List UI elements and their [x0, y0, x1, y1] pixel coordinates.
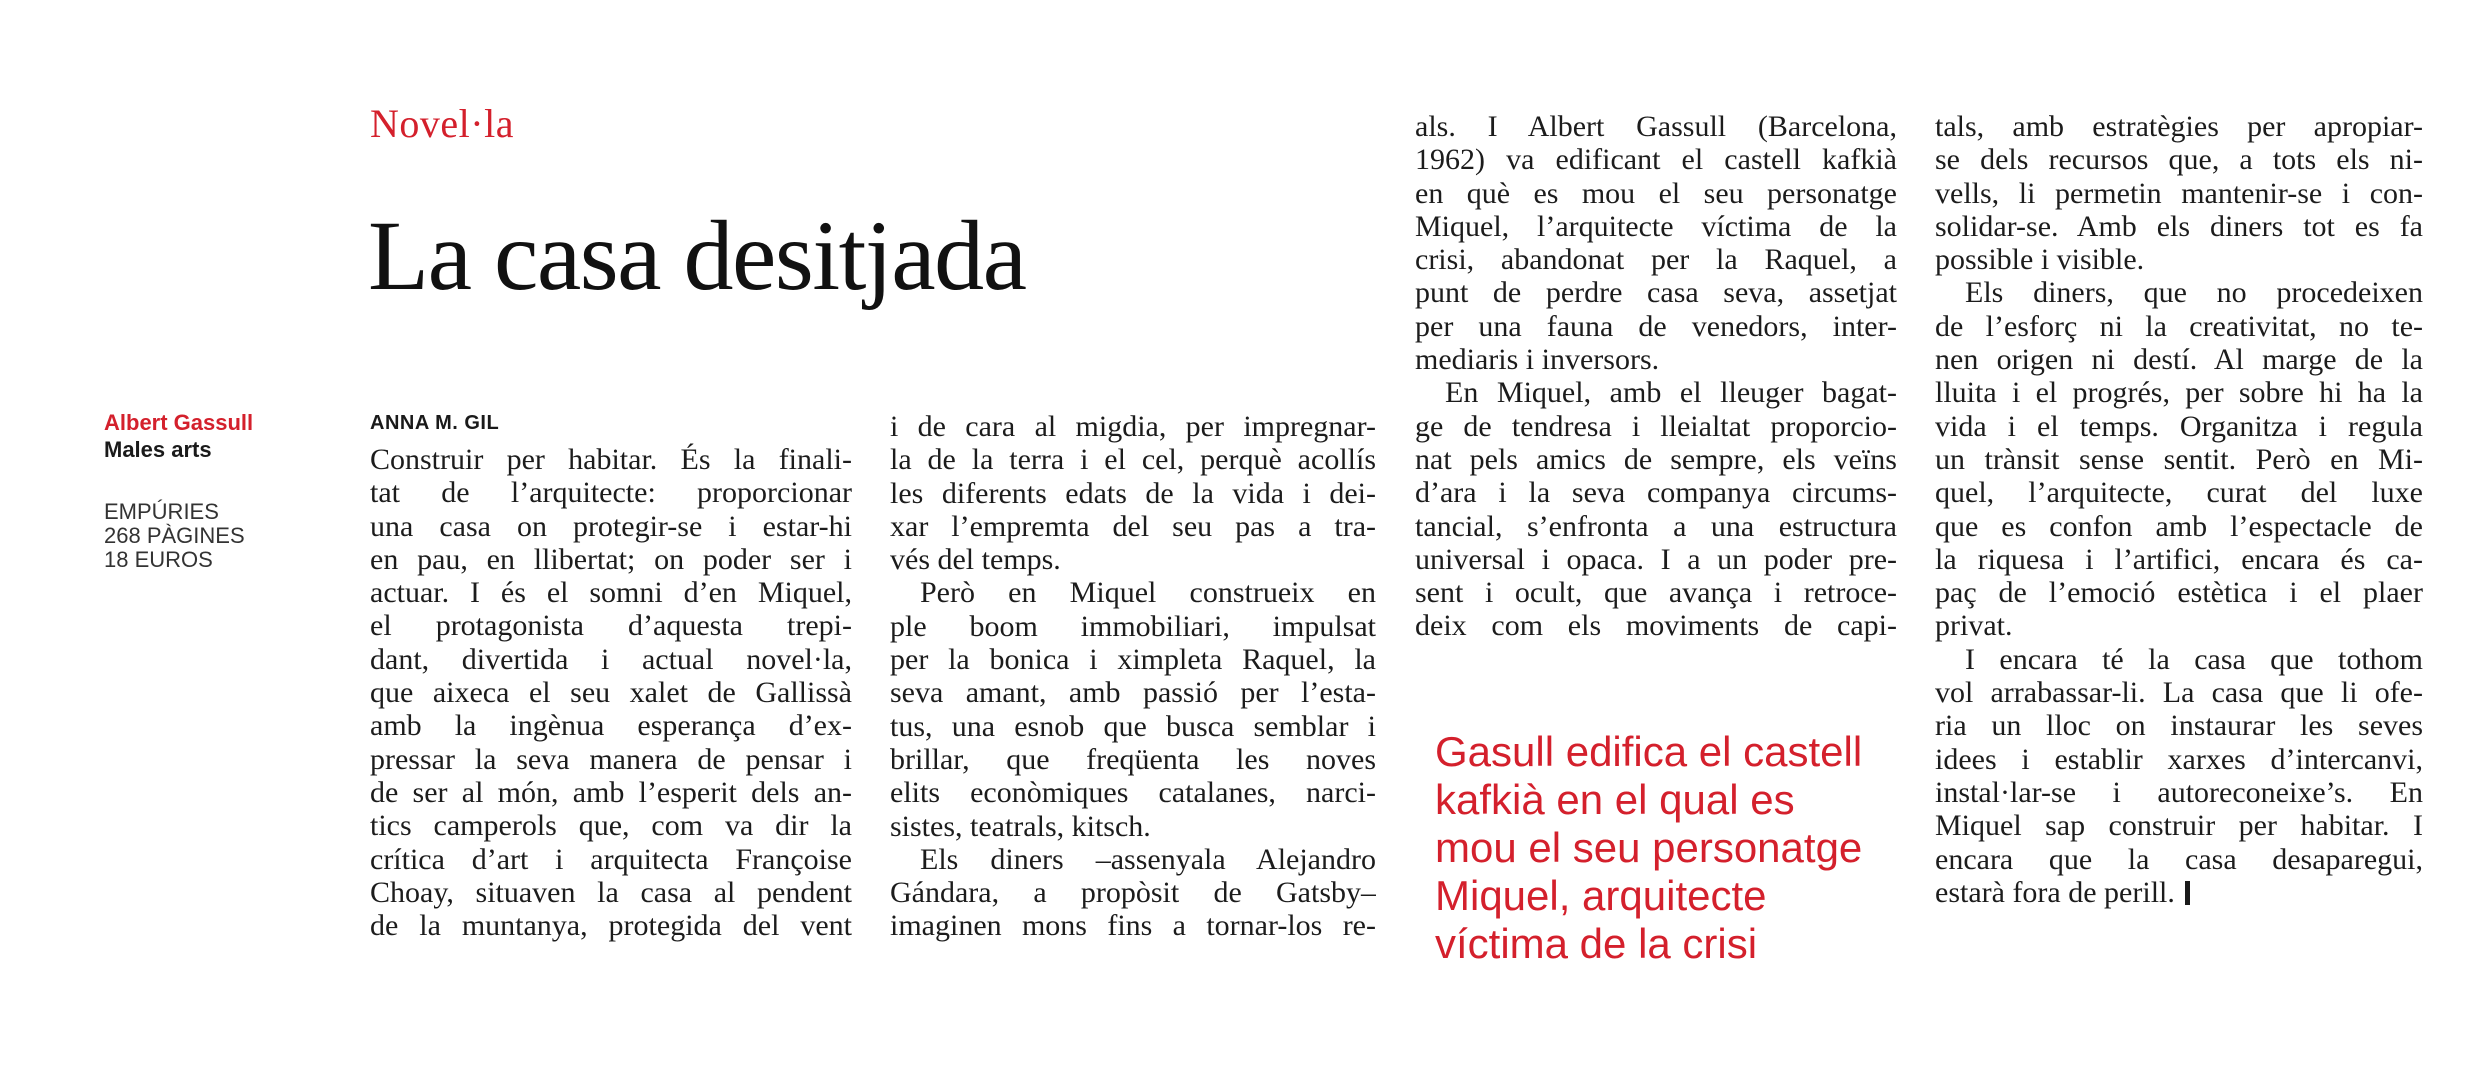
text-line: privat.: [1935, 609, 2013, 643]
text-line: vés del temps.: [890, 543, 1061, 577]
text-line: universal i opaca. I a un poder pre-: [1415, 542, 1897, 576]
end-mark-icon: [2185, 881, 2190, 905]
text-line: deix com els moviments de capi-: [1415, 609, 1897, 643]
text-line: Però en Miquel construeix en: [920, 576, 1376, 610]
byline: ANNA M. GIL: [370, 412, 500, 434]
text-line: Miquel, l’arquitecte víctima de la: [1415, 209, 1897, 243]
text-line: quel, l’arquitecte, curat del luxe: [1935, 476, 2423, 510]
text-line: la de la terra i el cel, perquè acollís: [890, 443, 1376, 477]
pull-quote-line: kafkià en el qual es: [1435, 776, 1795, 823]
text-line: possible i visible.: [1935, 243, 2145, 277]
text-line: Miquel sap construir per habitar. I: [1935, 809, 2423, 843]
text-line: per una fauna de venedors, inter-: [1415, 309, 1897, 343]
text-line: ge de tendresa i lleialtat proporcio-: [1415, 409, 1897, 443]
text-line: crítica d’art i arquitecta Françoise: [370, 842, 852, 876]
text-line: instal·lar-se i autoreconeixe’s. En: [1935, 775, 2423, 809]
text-line: un trànsit sense sentit. Però en Mi-: [1935, 442, 2423, 476]
headline: La casa desitjada: [368, 200, 1026, 311]
text-line: ple boom immobiliari, impulsat: [890, 609, 1376, 643]
text-line: I encara té la casa que tothom: [1965, 642, 2423, 676]
text-line: vells, li permetin mantenir-se i con-: [1935, 176, 2423, 210]
text-line: dant, divertida i actual novel·la,: [370, 642, 852, 676]
text-line: seva amant, amb passió per l’esta-: [890, 676, 1376, 710]
text-line: pressar la seva manera de pensar i: [370, 742, 852, 776]
text-line: les diferents edats de la vida i dei-: [890, 476, 1376, 510]
text-line: la riquesa i l’artifici, encara és ca-: [1935, 542, 2423, 576]
text-line: 1962) va edificant el castell kafkià: [1415, 143, 1897, 177]
book-author: Albert Gassull: [104, 410, 254, 435]
text-line: tat de l’arquitecte: proporcionar: [370, 476, 852, 510]
text-line: en pau, en llibertat; on poder ser i: [370, 542, 852, 576]
text-line: una casa on protegir-se i estar-hi: [370, 509, 852, 543]
book-price: 18 EUROS: [104, 547, 213, 572]
text-line: i de cara al migdia, per impregnar-: [890, 410, 1376, 443]
text-line: ria un lloc on instaurar les seves: [1935, 709, 2423, 743]
text-line: En Miquel, amb el lleuger bagat-: [1445, 376, 1897, 410]
text-line: el protagonista d’aquesta trepi-: [370, 609, 852, 643]
pull-quote-line: víctima de la crisi: [1435, 920, 1758, 967]
text-line: tancial, s’enfronta a una estructura: [1415, 509, 1897, 543]
text-line: amb la ingènua esperança d’ex-: [370, 709, 852, 743]
text-line: Els diners –assenyala Alejandro: [920, 842, 1376, 876]
pull-quote: [1435, 728, 1863, 968]
text-line: Construir per habitar. És la finali-: [370, 443, 852, 476]
text-line: de ser al món, amb l’esperit dels an-: [370, 775, 852, 809]
text-line: tics camperols que, com va dir la: [370, 809, 852, 843]
text-line: de la muntanya, protegida del vent: [370, 909, 852, 943]
text-line: que aixeca el seu xalet de Gallissà: [370, 676, 852, 710]
text-line: actuar. I és el somni d’en Miquel,: [370, 576, 852, 610]
text-line: Choay, situaven la casa al pendent: [370, 875, 852, 909]
text-line: mediaris i inversors.: [1415, 343, 1660, 377]
text-line: sent i ocult, que avança i retroce-: [1415, 576, 1897, 610]
text-line: als. I Albert Gassull (Barcelona,: [1415, 110, 1897, 143]
book-pages: 268 PÀGINES: [104, 523, 245, 548]
text-line: que es confon amb l’espectacle de: [1935, 509, 2423, 543]
text-line: se dels recursos que, a tots els ni-: [1935, 143, 2423, 177]
article-column-4: [1935, 110, 2423, 909]
book-title: Males arts: [104, 437, 212, 462]
text-line: d’ara i la seva companya circums-: [1415, 476, 1897, 510]
article-column-3: [1415, 110, 1897, 643]
article-column-2: [890, 410, 1376, 943]
section-label: Novel·la: [370, 101, 514, 146]
text-line: Els diners, que no procedeixen: [1965, 276, 2423, 310]
text-line: sistes, teatrals, kitsch.: [890, 809, 1151, 843]
book-publisher: EMPÚRIES: [104, 499, 219, 524]
pull-quote-line: mou el seu personatge: [1435, 824, 1863, 871]
text-line: tals, amb estratègies per apropiar-: [1935, 110, 2423, 143]
text-line: per la bonica i ximpleta Raquel, la: [890, 643, 1376, 677]
article-column-1: [370, 443, 852, 942]
text-line: lluita i el progrés, per sobre hi ha la: [1935, 376, 2423, 410]
text-line: elits econòmiques catalanes, narci-: [890, 776, 1376, 810]
book-details: [104, 500, 245, 572]
text-line: nat pels amics de sempre, els veïns: [1415, 442, 1897, 476]
text-line: crisi, abandonat per la Raquel, a: [1415, 243, 1897, 277]
text-line: en què es mou el seu personatge: [1415, 176, 1897, 210]
text-line: brillar, que freqüenta les noves: [890, 742, 1376, 776]
pull-quote-line: Gasull edifica el castell: [1435, 728, 1863, 775]
text-line: Gándara, a propòsit de Gatsby–: [890, 876, 1376, 910]
text-line: tus, una esnob que busca semblar i: [890, 709, 1376, 743]
text-line: encara que la casa desaparegui,: [1935, 842, 2423, 876]
text-line: vida i el temps. Organitza i regula: [1935, 409, 2423, 443]
text-line: vol arrabassar-li. La casa que li ofe-: [1935, 676, 2423, 710]
text-line: nen origen ni destí. Al marge de la: [1935, 343, 2423, 377]
text-line: estarà fora de perill.: [1935, 876, 2423, 909]
text-line: idees i establir xarxes d’intercanvi,: [1935, 742, 2423, 776]
text-line: solidar-se. Amb els diners tot es fa: [1935, 209, 2423, 243]
text-line: punt de perdre casa seva, assetjat: [1415, 276, 1897, 310]
text-line: de l’esforç ni la creativitat, no te-: [1935, 309, 2423, 343]
text-line: xar l’empremta del seu pas a tra-: [890, 509, 1376, 543]
pull-quote-line: Miquel, arquitecte: [1435, 872, 1767, 919]
text-line: paç de l’emoció estètica i el plaer: [1935, 576, 2423, 610]
text-line: imaginen mons fins a tornar-los re-: [890, 909, 1376, 943]
